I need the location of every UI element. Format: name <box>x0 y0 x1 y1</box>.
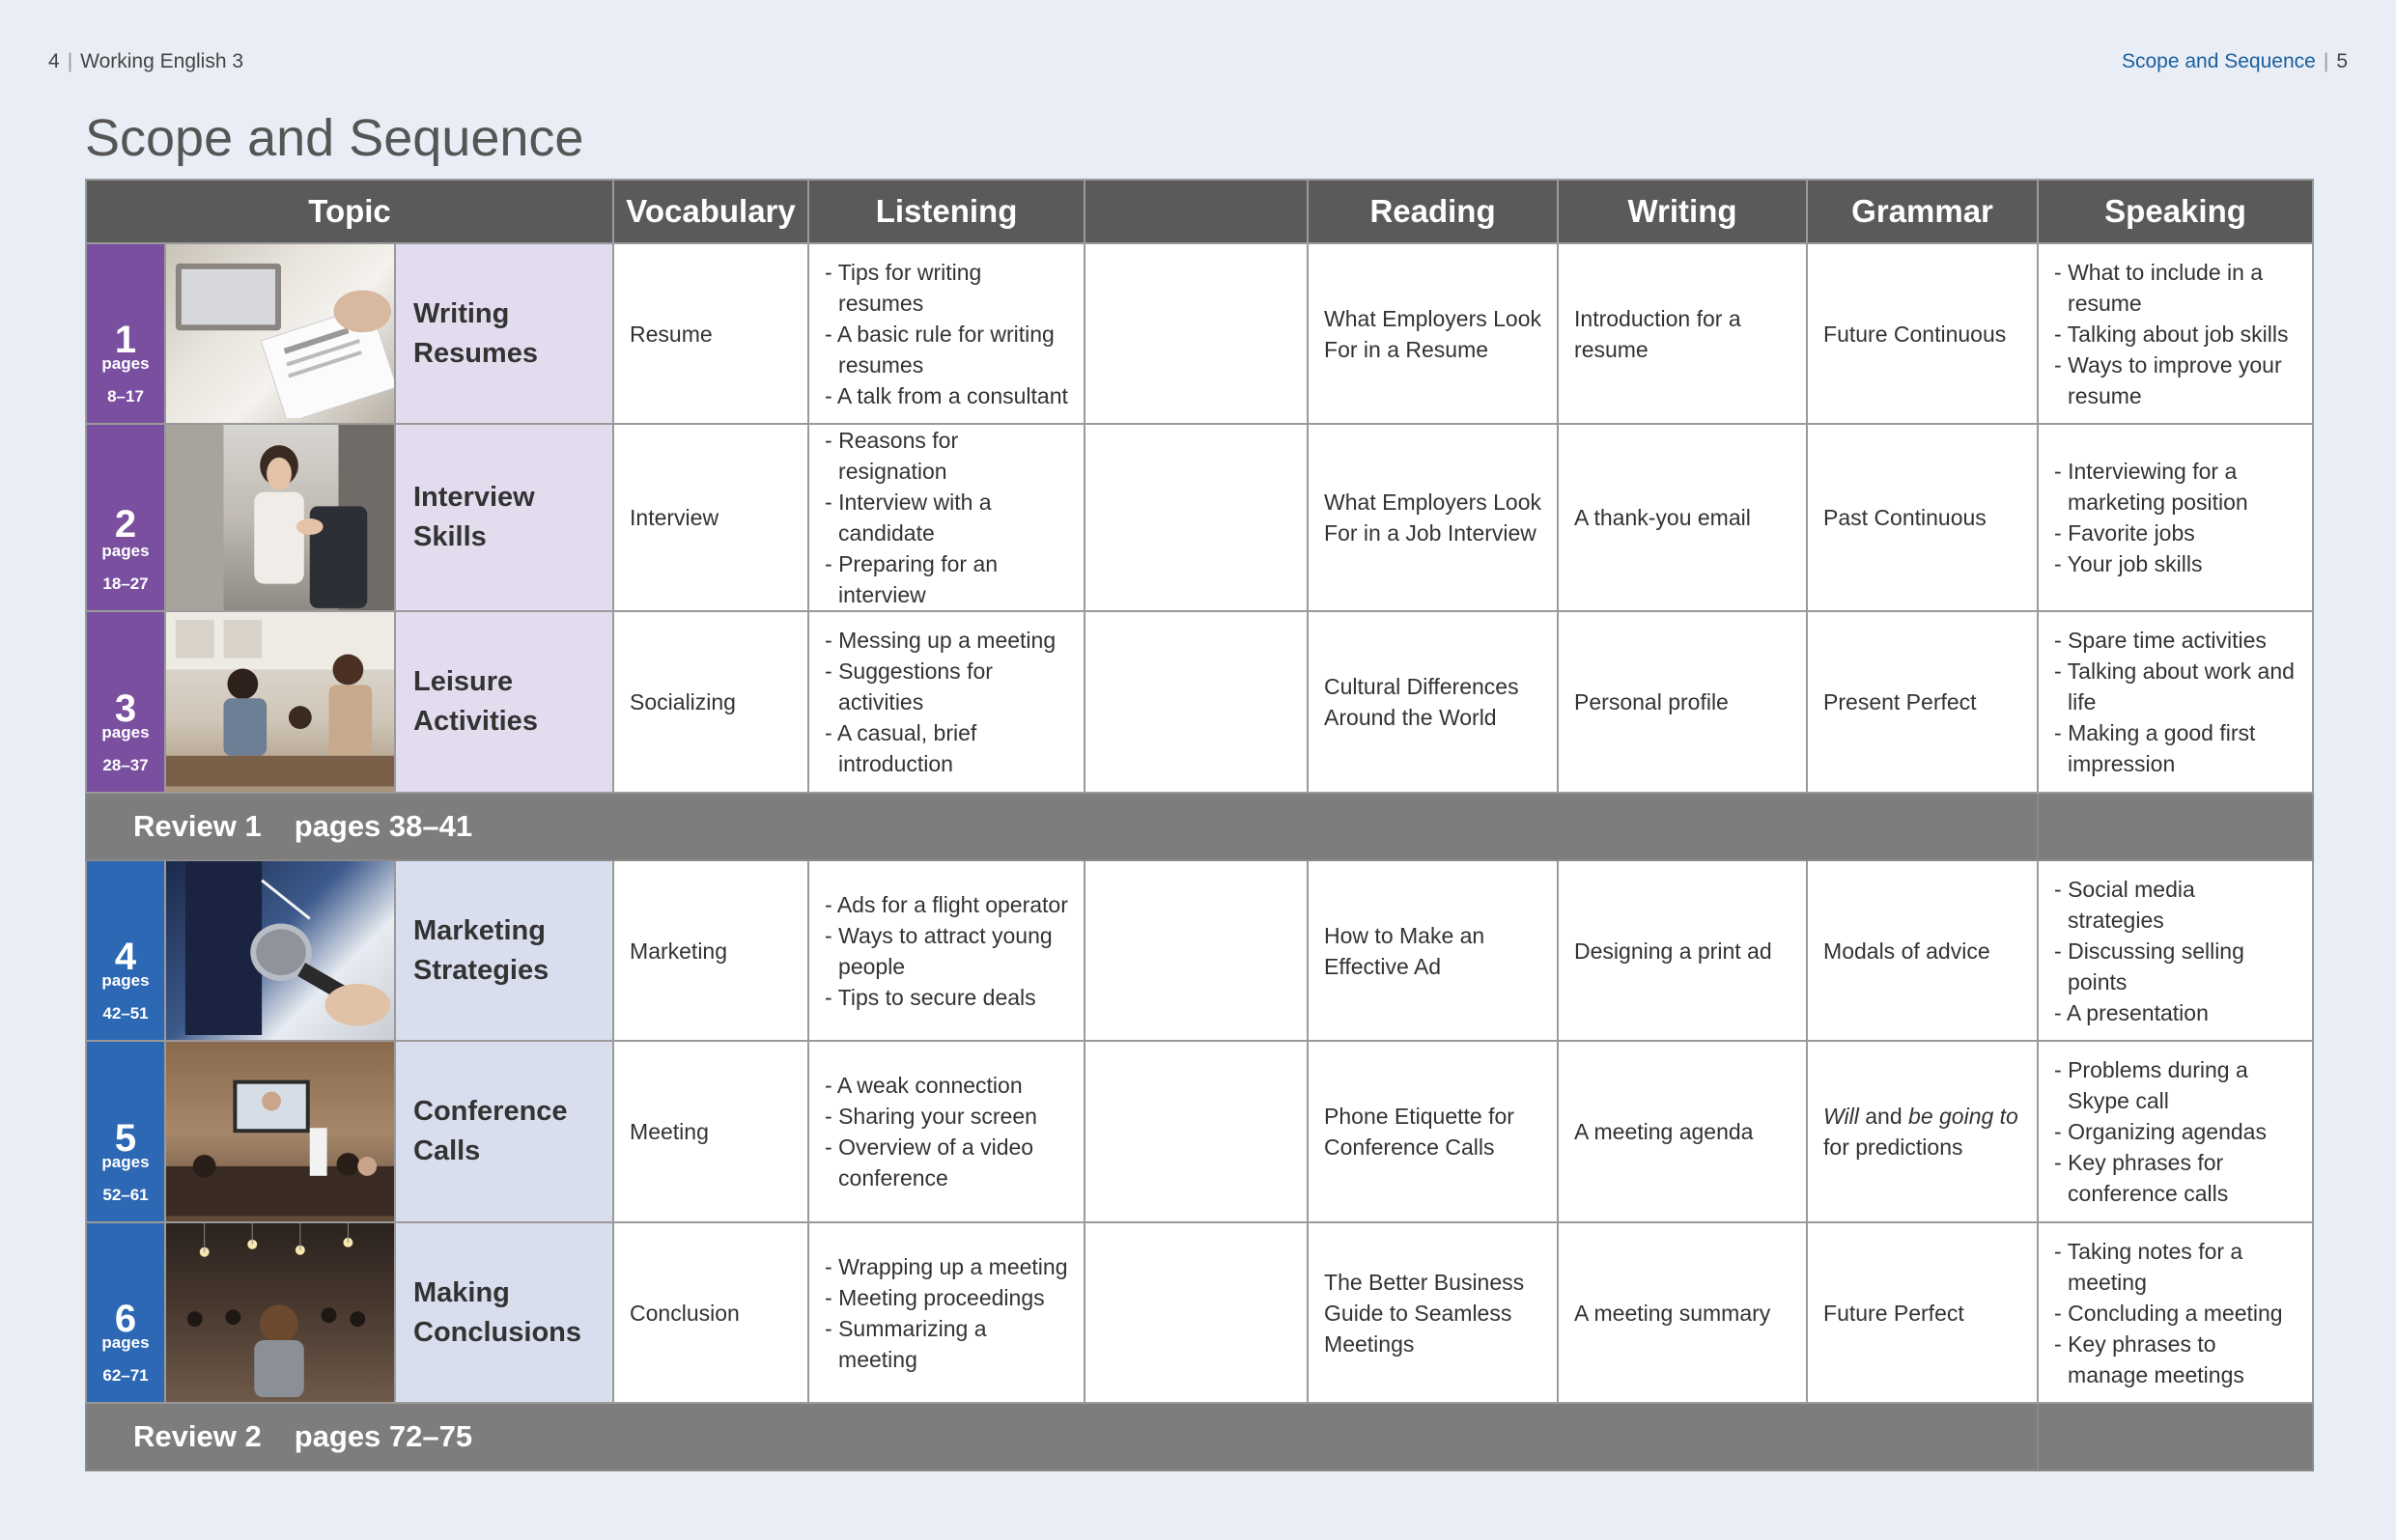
header-vocabulary: Vocabulary <box>613 180 808 243</box>
unit-row-6 <box>86 1222 2313 1403</box>
unit-row-4 <box>86 860 2313 1041</box>
speaking-cell: - Social media strategies - Discussing selling points - A presentation <box>2038 860 2313 1041</box>
writing-cell: A thank-you email <box>1558 424 1807 611</box>
conference-photo-icon <box>165 1041 395 1221</box>
speaking-cell: - Problems during a Skype call - Organizing agendas - Key phrases for conference calls <box>2038 1041 2313 1221</box>
vocabulary-cell: Resume <box>613 243 808 424</box>
presentation-photo-icon <box>165 1222 395 1403</box>
writing-cell: Designing a print ad <box>1558 860 1807 1041</box>
listening-cell: - Messing up a meeting - Suggestions for activities - A casual, brief introduction <box>808 611 1085 792</box>
speaking-cell: - Taking notes for a meeting - Concluding a meeting - Key phrases to manage meetings <box>2038 1222 2313 1403</box>
unit-title: Leisure Activities <box>395 611 613 792</box>
reading-cell: Cultural Differences Around the World <box>1308 611 1558 792</box>
speaking-cell: - What to include in a resume - Talking about job skills - Ways to improve your resume <box>2038 243 2313 424</box>
unit-number-badge: 1 pages 8–17 <box>86 243 165 424</box>
microphone-photo-icon <box>165 860 395 1041</box>
reading-cell: How to Make an Effective Ad <box>1308 860 1558 1041</box>
unit-number-badge: 2 pages 18–27 <box>86 424 165 611</box>
left-page-number: 4 <box>48 50 60 72</box>
unit-row-3 <box>86 611 2313 792</box>
header-writing: Writing <box>1558 180 1807 243</box>
vocabulary-cell: Interview <box>613 424 808 611</box>
listening-cell: - Wrapping up a meeting - Meeting proceedings - Summarizing a meeting <box>808 1222 1085 1403</box>
unit-row-5 <box>86 1041 2313 1221</box>
interview-photo-icon <box>165 424 395 611</box>
header-blank <box>1085 180 1308 243</box>
unit-number-badge: 4 pages 42–51 <box>86 860 165 1041</box>
reading-cell: The Better Business Guide to Seamless Meetings <box>1308 1222 1558 1403</box>
review-row-1 <box>86 793 2313 860</box>
blank-cell <box>1085 243 1308 424</box>
blank-cell <box>1085 1041 1308 1221</box>
grammar-cell: Future Perfect <box>1807 1222 2038 1403</box>
unit-pages: pages 52–61 <box>101 1152 150 1204</box>
listening-cell: - Reasons for resignation - Interview with a candidate - Preparing for an interview <box>808 424 1085 611</box>
reading-cell: What Employers Look For in a Resume <box>1308 243 1558 424</box>
unit-row-1 <box>86 243 2313 424</box>
right-section-title: Scope and Sequence <box>2122 50 2316 72</box>
unit-title: Conference Calls <box>395 1041 613 1221</box>
review-row-2 <box>86 1403 2313 1470</box>
unit-row-2 <box>86 424 2313 611</box>
listening-cell: - Tips for writing resumes - A basic rule for writing resumes - A talk from a consultant <box>808 243 1085 424</box>
reading-cell: Phone Etiquette for Conference Calls <box>1308 1041 1558 1221</box>
right-page-number: 5 <box>2336 50 2348 72</box>
unit-pages: pages 28–37 <box>101 722 150 774</box>
unit-pages: pages 18–27 <box>101 542 150 594</box>
vocabulary-cell: Marketing <box>613 860 808 1041</box>
grammar-cell: Will and be going to for predictions <box>1807 1041 2038 1221</box>
unit-number-badge: 6 pages 62–71 <box>86 1222 165 1403</box>
scope-table <box>85 179 2314 1471</box>
unit-number-badge: 5 pages 52–61 <box>86 1041 165 1221</box>
writing-cell: Personal profile <box>1558 611 1807 792</box>
speaking-cell: - Spare time activities - Talking about work and life - Making a good first impression <box>2038 611 2313 792</box>
unit-title: Making Conclusions <box>395 1222 613 1403</box>
family-photo-icon <box>165 611 395 792</box>
left-book-title: Working English 3 <box>80 50 244 72</box>
unit-number-badge: 3 pages 28–37 <box>86 611 165 792</box>
header-grammar: Grammar <box>1807 180 2038 243</box>
review-label: Review 2 pages 72–75 <box>86 1403 2038 1470</box>
header-listening: Listening <box>808 180 1085 243</box>
header-topic: Topic <box>86 180 613 243</box>
unit-title: Writing Resumes <box>395 243 613 424</box>
review-blank-cell <box>2038 793 2313 860</box>
running-head-left: 4 | Working English 3 <box>48 50 244 72</box>
grammar-cell: Future Continuous <box>1807 243 2038 424</box>
table-header-row <box>86 180 2313 243</box>
vocabulary-cell: Conclusion <box>613 1222 808 1403</box>
blank-cell <box>1085 860 1308 1041</box>
blank-cell <box>1085 611 1308 792</box>
speaking-cell: - Interviewing for a marketing position - Favorite jobs - Your job skills <box>2038 424 2313 611</box>
listening-cell: - Ads for a flight operator - Ways to attract young people - Tips to secure deals <box>808 860 1085 1041</box>
grammar-cell: Past Continuous <box>1807 424 2038 611</box>
header-speaking: Speaking <box>2038 180 2313 243</box>
unit-pages: pages 8–17 <box>101 354 150 406</box>
blank-cell <box>1085 1222 1308 1403</box>
grammar-cell: Modals of advice <box>1807 860 2038 1041</box>
listening-cell: - A weak connection - Sharing your screen - Overview of a video conference <box>808 1041 1085 1221</box>
running-head-right: Scope and Sequence | 5 <box>2122 50 2348 72</box>
resume-photo-icon <box>165 243 395 424</box>
writing-cell: A meeting summary <box>1558 1222 1807 1403</box>
page-title: Scope and Sequence <box>85 109 584 167</box>
vocabulary-cell: Meeting <box>613 1041 808 1221</box>
unit-pages: pages 62–71 <box>101 1333 150 1386</box>
review-blank-cell <box>2038 1403 2313 1470</box>
grammar-cell: Present Perfect <box>1807 611 2038 792</box>
blank-cell <box>1085 424 1308 611</box>
unit-pages: pages 42–51 <box>101 971 150 1023</box>
unit-title: Marketing Strategies <box>395 860 613 1041</box>
unit-title: Interview Skills <box>395 424 613 611</box>
writing-cell: A meeting agenda <box>1558 1041 1807 1221</box>
vocabulary-cell: Socializing <box>613 611 808 792</box>
review-label: Review 1 pages 38–41 <box>86 793 2038 860</box>
reading-cell: What Employers Look For in a Job Interview <box>1308 424 1558 611</box>
writing-cell: Introduction for a resume <box>1558 243 1807 424</box>
header-reading: Reading <box>1308 180 1558 243</box>
